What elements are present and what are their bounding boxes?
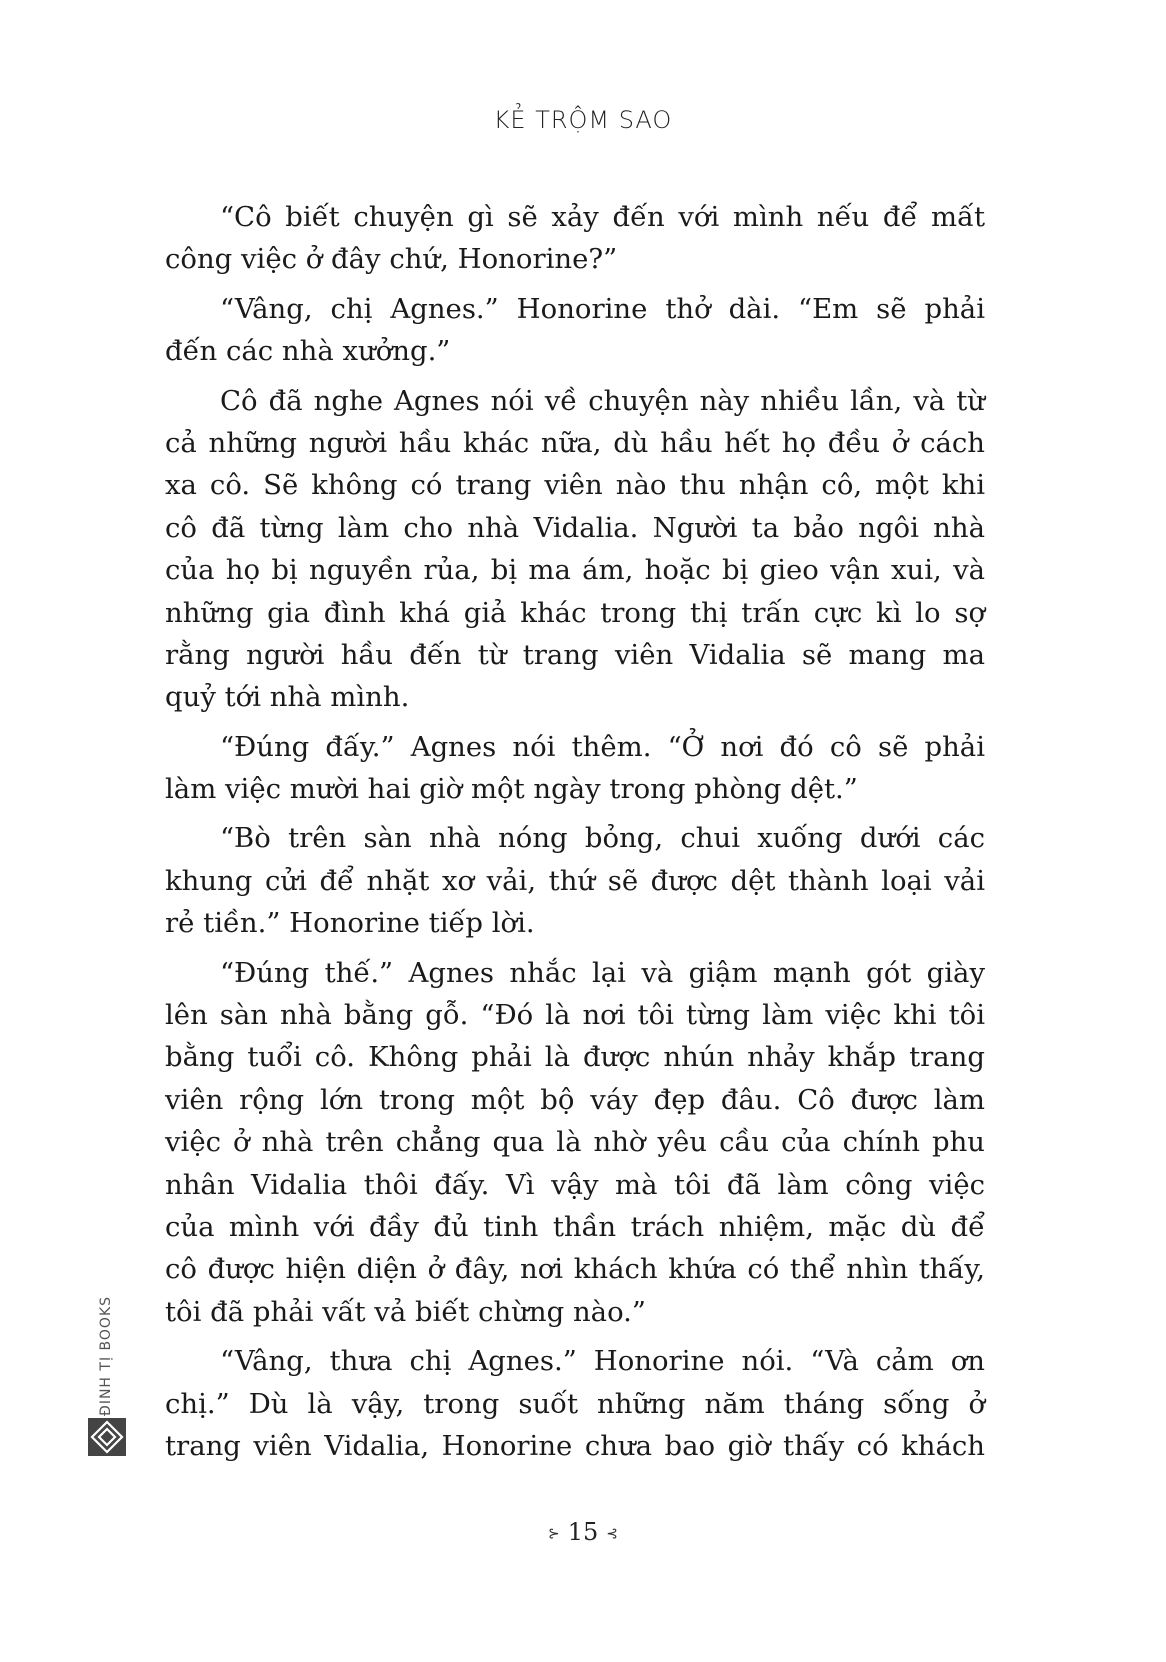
text-line: cô được hiện diện ở đây, nơi khách khứa có thể nhìn thấy, (165, 1253, 985, 1286)
paragraph (165, 952, 985, 1334)
text-line: công việc ở đây chứ, Honorine?” (165, 243, 618, 276)
text-line: việc ở nhà trên chẳng qua là nhờ yêu cầu của chính phu (165, 1126, 985, 1159)
text-line: lên sàn nhà bằng gỗ. “Đó là nơi tôi từng làm việc khi tôi (165, 999, 985, 1032)
text-line: cả những người hầu khác nữa, dù hầu hết họ đều ở cách (165, 426, 985, 459)
text-line: cô đã từng làm cho nhà Vidalia. Người ta bảo ngôi nhà (165, 511, 985, 544)
publisher-name: ĐINH TỊ BOOKS (98, 1295, 114, 1417)
text-line: “Cô biết chuyện gì sẽ xảy đến với mình nếu để mất (220, 201, 985, 233)
text-line: Cô đã nghe Agnes nói về chuyện này nhiều lần, và từ (220, 384, 985, 417)
ornament-left-icon: ⊱ (547, 1525, 560, 1542)
publisher-logo (88, 1295, 128, 1460)
text-line: đến các nhà xưởng.” (165, 335, 451, 368)
text-line: rằng người hầu đến từ trang viên Vidalia sẽ mang ma (165, 638, 985, 671)
paragraph (165, 817, 985, 944)
paragraph (165, 726, 985, 811)
text-line: viên rộng lớn trong một bộ váy đẹp đâu. Cô được làm (165, 1083, 985, 1116)
page-number-footer (0, 1518, 1166, 1546)
text-line: “Vâng, chị Agnes.” Honorine thở dài. “Em sẽ phải (220, 292, 985, 325)
text-line: xa cô. Sẽ không có trang viên nào thu nhận cô, một khi (165, 469, 985, 502)
body-text (165, 196, 985, 1474)
ornament-right-icon: ⊰ (606, 1525, 618, 1542)
text-line: của mình với đầy đủ tinh thần trách nhiệm, mặc dù để (165, 1210, 985, 1243)
text-line: “Bò trên sàn nhà nóng bỏng, chui xuống dưới các (220, 822, 985, 855)
text-line: “Đúng đấy.” Agnes nói thêm. “Ở nơi đó cô sẽ phải (220, 730, 985, 763)
paragraph (165, 288, 985, 373)
text-line: “Vâng, thưa chị Agnes.” Honorine nói. “Và cảm ơn (220, 1345, 985, 1378)
page-number: 15 (567, 1518, 599, 1546)
publisher-diamond-icon (88, 1418, 126, 1456)
text-line: quỷ tới nhà mình. (165, 681, 410, 714)
text-line: khung cửi để nhặt xơ vải, thứ sẽ được dệt thành loại vải (165, 864, 985, 897)
text-line: “Đúng thế.” Agnes nhắc lại và giậm mạnh gót giày (220, 956, 985, 989)
text-line: bằng tuổi cô. Không phải là được nhún nhảy khắp trang (165, 1041, 985, 1074)
running-header: KẺ TRỘM SAO (493, 106, 673, 134)
paragraph (165, 380, 985, 719)
paragraph (165, 196, 985, 281)
text-line: những gia đình khá giả khác trong thị trấn cực kì lo sợ (165, 596, 985, 629)
text-line: nhân Vidalia thôi đấy. Vì vậy mà tôi đã làm công việc (165, 1168, 985, 1201)
text-line: trang viên Vidalia, Honorine chưa bao giờ thấy có khách (165, 1429, 985, 1462)
text-line: tôi đã phải vất vả biết chừng nào.” (165, 1295, 646, 1328)
paragraph (165, 1340, 985, 1467)
text-line: chị.” Dù là vậy, trong suốt những năm tháng sống ở (165, 1387, 985, 1420)
text-line: rẻ tiền.” Honorine tiếp lời. (165, 907, 535, 940)
text-line: làm việc mười hai giờ một ngày trong phòng dệt.” (165, 773, 858, 806)
text-line: của họ bị nguyền rủa, bị ma ám, hoặc bị gieo vận xui, và (165, 554, 985, 587)
